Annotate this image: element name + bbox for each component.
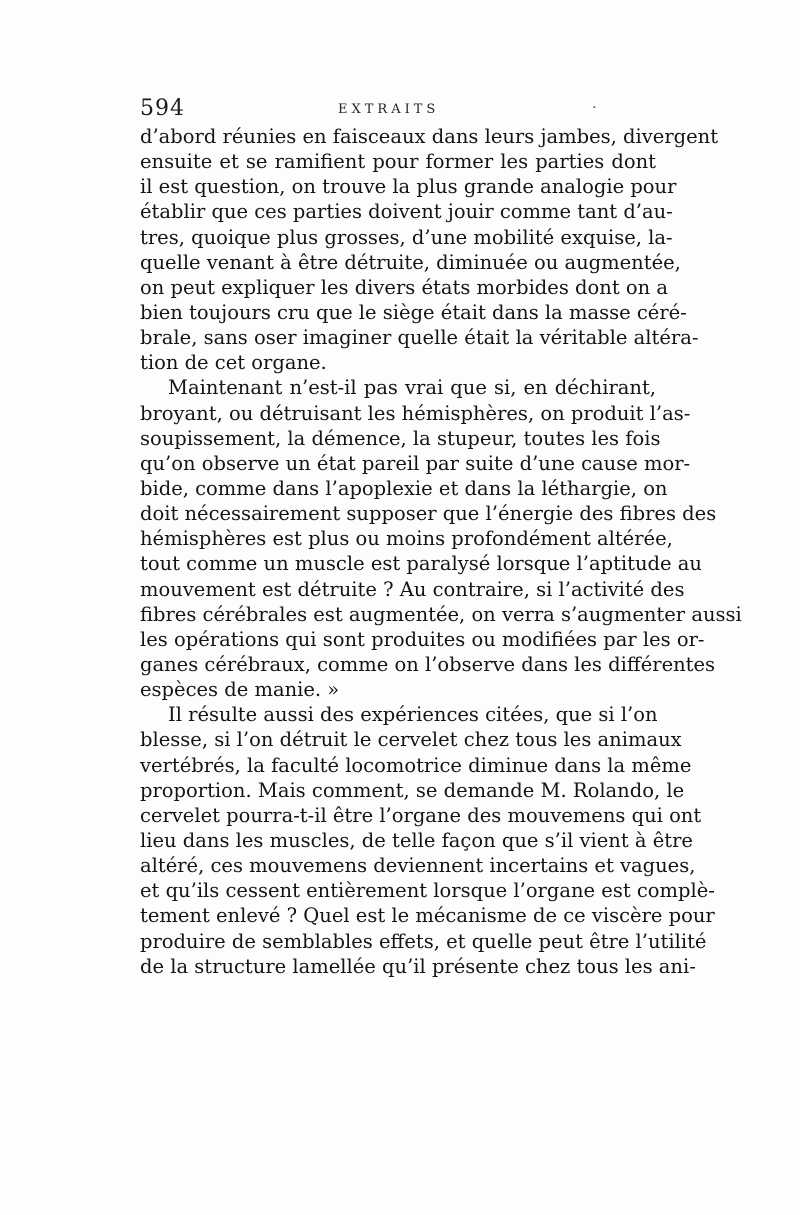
text-line: les opérations qui sont produites ou modifiées par les or-	[140, 627, 705, 651]
paragraph-end-line: tion de cet organe.	[140, 351, 327, 375]
paragraph-start-line: Il résulte aussi des expériences citées, que si l’on	[168, 703, 658, 727]
text-line: il est question, on trouve la plus grande analogie pour	[140, 175, 677, 199]
text-line: proportion. Mais comment, se demande M. Rolando, le	[140, 778, 685, 802]
text-line: produire de semblables effets, et quelle peut être l’utilité	[140, 929, 707, 953]
text-line: lieu dans les muscles, de telle façon que s’il vient à être	[140, 828, 693, 852]
page-header	[140, 96, 660, 124]
text-line: altéré, ces mouvemens deviennent incertains et vagues,	[140, 854, 696, 878]
text-line: quelle venant à être détruite, diminuée ou augmentée,	[140, 250, 681, 274]
text-line: ganes cérébraux, comme on l’observe dans les différentes	[140, 652, 716, 676]
page-number: 594	[140, 96, 185, 121]
text-line: brale, sans oser imaginer quelle était la véritable altéra-	[140, 326, 699, 350]
text-line: de la structure lamellée qu’il présente chez tous les ani-	[140, 954, 696, 978]
text-line: et qu’ils cessent entièrement lorsque l’organe est complè-	[140, 879, 715, 903]
text-line: ensuite et se ramifient pour former les parties dont	[140, 150, 656, 174]
text-line: blesse, si l’on détruit le cervelet chez tous les animaux	[140, 728, 682, 752]
paragraph-start-line: Maintenant n’est-il pas vrai que si, en déchirant,	[168, 376, 656, 400]
text-line: bide, comme dans l’apoplexie et dans la léthargie, on	[140, 476, 668, 500]
text-line: soupissement, la démence, la stupeur, toutes les fois	[140, 426, 661, 450]
text-line: mouvement est détruite ? Au contraire, si l’activité des	[140, 577, 685, 601]
text-line: qu’on observe un état pareil par suite d’une cause mor-	[140, 451, 691, 475]
paragraph-end-line: espèces de manie. »	[140, 678, 340, 702]
text-line: vertébrés, la faculté locomotrice diminue dans la même	[140, 753, 692, 777]
text-line: cervelet pourra-t-il être l’organe des mouvemens qui ont	[140, 803, 702, 827]
text-line: hémisphères est plus ou moins profondément altérée,	[140, 527, 673, 551]
text-line: tres, quoique plus grosses, d’une mobilité exquise, la-	[140, 225, 673, 249]
text-line: d’abord réunies en faisceaux dans leurs jambes, divergent	[140, 125, 719, 148]
text-line: fibres cérébrales est augmentée, on verra s’augmenter aussi	[140, 602, 742, 626]
body-text	[140, 124, 742, 979]
text-line: bien toujours cru que le siège était dans la masse céré-	[140, 300, 687, 324]
text-line: établir que ces parties doivent jouir comme tant d’au-	[140, 200, 673, 224]
text-line: broyant, ou détruisant les hémisphères, on produit l’as-	[140, 401, 691, 425]
text-line: doit nécessairement supposer que l’énergie des fibres des	[140, 502, 717, 526]
text-line: tout comme un muscle est paralysé lorsque l’aptitude au	[140, 552, 702, 576]
text-line: tement enlevé ? Quel est le mécanisme de ce viscère pour	[140, 904, 715, 928]
running-head: EXTRAITS	[338, 102, 440, 117]
stray-ink-mark: ·	[592, 100, 597, 116]
text-line: on peut expliquer les divers états morbides dont on a	[140, 275, 668, 299]
